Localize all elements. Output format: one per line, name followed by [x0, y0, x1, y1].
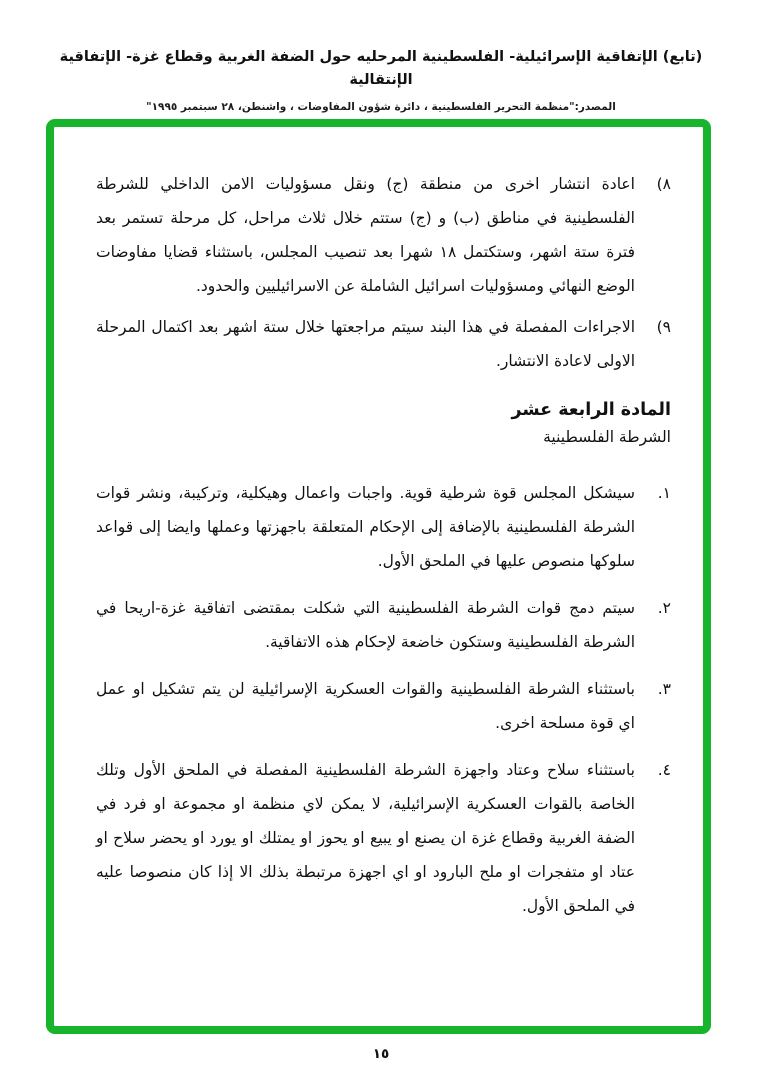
- article-title: المادة الرابعة عشر: [511, 400, 671, 420]
- document-title: (تابع) الإتفاقية الإسرائيلية- الفلسطينية المرحليه حول الضفة الغربية وقطاع غزة- الإتفاقية الإنتقالية: [59, 49, 703, 89]
- list-item-text: اعادة انتشار اخرى من منطقة (ج) ونقل مسؤوليات الامن الداخلي للشرطة الفلسطينية في مناطق (ب) و (ج) ستتم خلال ثلاث مراحل، كل مرحلة تستمر بعد فترة ستة اشهر، وستكتمل ١٨ شهرا بعد تنصيب المجلس، باستثناء قضايا مفاوضات الوضع النهائي ومسؤوليات اسرائيل الشاملة عن الاسرائيليين والحدود.: [96, 175, 635, 295]
- list-item-number: ٨): [656, 175, 671, 193]
- list-item-number: ٢.: [657, 599, 671, 617]
- document-header: [40, 46, 722, 113]
- list-item-text: باستثناء الشرطة الفلسطينية والقوات العسكرية الإسرائيلية لن يتم تشكيل او عمل اي قوة مسلحة اخرى.: [96, 680, 635, 732]
- list-item-number: ٩): [656, 318, 671, 336]
- list-item-text: سيتم دمج قوات الشرطة الفلسطينية التي شكلت بمقتضى اتفاقية غزة-اريحا في الشرطة الفلسطينية وستكون خاضعة لإحكام هذه الاتفاقية.: [96, 599, 635, 651]
- list-item-number: ٤.: [657, 761, 671, 779]
- list-item: [96, 167, 671, 303]
- list-item-number: ١.: [657, 484, 671, 502]
- page-number: ١٥: [372, 1046, 390, 1062]
- list-item: [96, 310, 671, 378]
- document-source-line: المصدر:"منظمة التحرير الفلسطينية ، دائرة شؤون المفاوضات ، واشنطن، ٢٨ سبتمبر ١٩٩٥": [146, 101, 616, 114]
- list-item: [96, 753, 671, 923]
- article-subtitle: الشرطة الفلسطينية: [543, 428, 671, 446]
- list-item: [96, 591, 671, 659]
- list-item-text: باستثناء سلاح وعتاد واجهزة الشرطة الفلسطينية المفصلة في الملحق الأول وتلك الخاصة بالقوات العسكرية الإسرائيلية، لا يمكن لاي منظمة او مجموعة او فرد في الضفة الغربية وقطاع غزة ان يصنع او يبيع او يحوز او يمتلك او يورد او يحضر سلاح او عتاد او متفجرات او ملح البارود او اي اجهزة مرتبطة بذلك الا إذا كان منصوصا عليه في الملحق الأول.: [96, 761, 635, 915]
- list-item-number: ٣.: [657, 680, 671, 698]
- list-item: [96, 476, 671, 578]
- article-fourteen-section: [96, 400, 671, 923]
- document-body: [54, 127, 703, 1026]
- list-item: [96, 672, 671, 740]
- list-item-text: الاجراءات المفصلة في هذا البند سيتم مراجعتها خلال ستة اشهر بعد اكتمال المرحلة الاولى لاعادة الانتشار.: [96, 318, 635, 370]
- article-clauses: [96, 476, 671, 923]
- redeployment-clauses: [96, 167, 671, 378]
- list-item-text: سيشكل المجلس قوة شرطية قوية. واجبات واعمال وهيكلية، وتركيبة، ونشر قوات الشرطة الفلسطينية بالإضافة إلى الإحكام المتعلقة باجهزتها وعملها وايضا إلى قواعد سلوكها منصوص عليها في الملحق الأول.: [96, 484, 635, 570]
